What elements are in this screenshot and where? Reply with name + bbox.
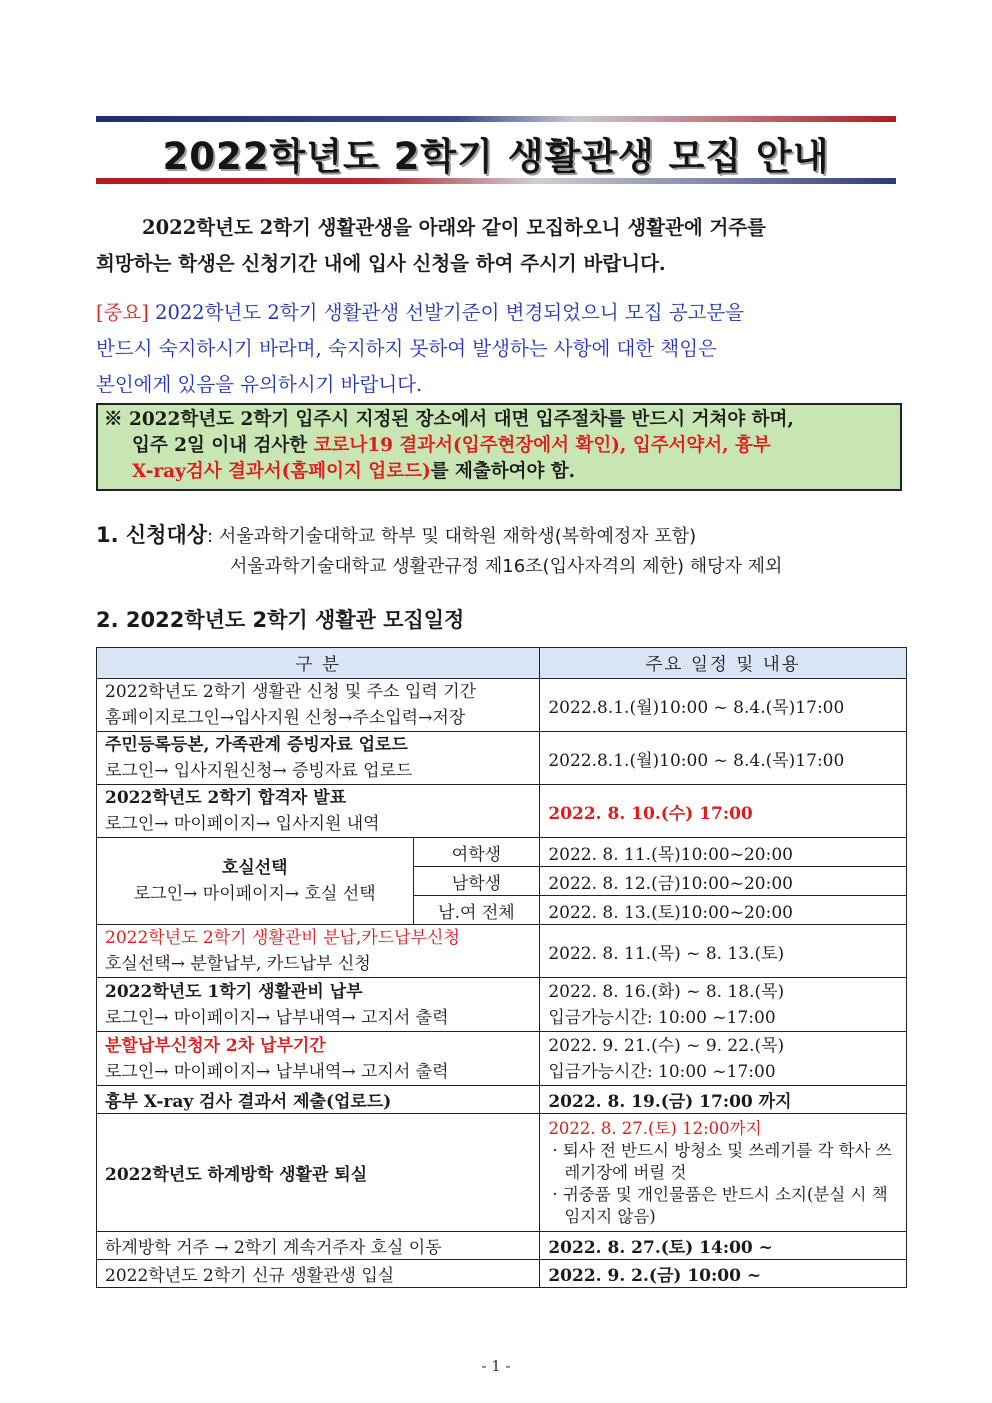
- section1-line-1: : 서울과학기술대학교 학부 및 대학원 재학생(복학예정자 포함): [207, 526, 697, 547]
- row-value: [540, 1032, 907, 1086]
- row-value: 2022. 8. 27.(토) 14:00 ~: [540, 1232, 907, 1260]
- row-value-line: 2022. 8. 27.(토) 12:00까지: [548, 1118, 762, 1138]
- page-number: - 1 -: [481, 1357, 511, 1375]
- box-line-2-text: 입주 2일 이내 검사한: [132, 435, 314, 456]
- table-header-row: [97, 648, 907, 679]
- title-top-bar: [96, 116, 896, 122]
- row-value: [540, 978, 907, 1032]
- row-subcategory: 남학생: [413, 867, 540, 896]
- box-line-2: [104, 433, 894, 459]
- row-value: 2022. 8. 11.(목) ~ 8. 13.(토): [540, 925, 907, 978]
- notice-tag: [중요]: [96, 301, 149, 324]
- row-title: 2022학년도 2학기 생활관 신청 및 주소 입력 기간: [105, 682, 477, 702]
- section-eligibility: [96, 520, 906, 582]
- important-notice: [96, 295, 900, 403]
- row-title: 2022학년도 2학기 합격자 발표: [105, 788, 347, 808]
- row-value: 2022. 8. 10.(수) 17:00: [540, 785, 907, 838]
- section1-heading: 1. 신청대상: [96, 523, 208, 547]
- intro-line-2: 희망하는 학생은 신청기간 내에 입사 신청을 하여 주시기 바랍니다.: [96, 252, 666, 275]
- row-label: 하계방학 거주 → 2학기 계속거주자 호실 이동: [97, 1232, 540, 1260]
- row-sub: 로그인→ 입사지원신청→ 증빙자료 업로드: [105, 761, 413, 781]
- row-value: 2022. 8. 12.(금)10:00~20:00: [540, 867, 907, 896]
- title-banner: [96, 116, 896, 184]
- notice-text-1: 2022학년도 2학기 생활관생 선발기준이 변경되었으니 모집 공고문을: [148, 301, 745, 324]
- row-value-line: · 귀중품 및 개인물품은 반드시 소지(분실 시 책임지지 않음): [552, 1184, 888, 1226]
- row-title: 2022학년도 1학기 생활관비 납부: [105, 981, 363, 1002]
- row-value-line: 입금가능시간: 10:00 ~17:00: [548, 1061, 776, 1082]
- row-label: [97, 978, 540, 1032]
- row-value: 2022. 9. 2.(금) 10:00 ~: [540, 1260, 907, 1288]
- row-sub: 로그인→ 마이페이지→ 입사지원 내역: [105, 814, 380, 834]
- box-line-3-red: X-ray검사 결과서(홈페이지 업로드): [132, 461, 431, 482]
- table-row: [97, 838, 907, 867]
- row-value-line: 2022. 8. 16.(화) ~ 8. 18.(목): [548, 981, 785, 1002]
- row-sub: 로그인→ 마이페이지→ 납부내역→ 고지서 출력: [105, 1007, 449, 1028]
- table-row: [97, 1232, 907, 1260]
- box-line-3: [104, 459, 894, 485]
- box-line-1: ※ 2022학년도 2학기 입주시 지정된 장소에서 대면 입주절차를 반드시 거쳐야 하며,: [104, 409, 794, 430]
- table-row: [97, 1260, 907, 1288]
- row-title: 호실선택: [221, 858, 288, 878]
- row-title: 주민등록등본, 가족관계 증빙자료 업로드: [105, 735, 408, 755]
- row-sub: 로그인→ 마이페이지→ 호실 선택: [133, 884, 376, 904]
- row-value-line: 2022. 9. 21.(수) ~ 9. 22.(목): [548, 1035, 785, 1056]
- row-value: 2022.8.1.(월)10:00 ~ 8.4.(목)17:00: [540, 679, 907, 732]
- table-row: [97, 679, 907, 732]
- row-subcategory: 여학생: [413, 838, 540, 867]
- row-value: 2022. 8. 13.(토)10:00~20:00: [540, 896, 907, 925]
- row-label: 2022학년도 하계방학 생활관 퇴실: [97, 1114, 540, 1232]
- intro-paragraph: [96, 210, 900, 282]
- row-label: 흉부 X-ray 검사 결과서 제출(업로드): [97, 1086, 540, 1114]
- row-sub: 호실선택→ 분할납부, 카드납부 신청: [105, 954, 371, 974]
- row-label: [97, 1032, 540, 1086]
- row-subcategory: 남.여 전체: [413, 896, 540, 925]
- section2-heading: 2. 2022학년도 2학기 생활관 모집일정: [96, 608, 465, 632]
- table-row: [97, 925, 907, 978]
- notice-text-3: 본인에게 있음을 유의하시기 바랍니다.: [96, 373, 423, 396]
- row-value: [540, 1114, 907, 1232]
- box-line-2-red: 코로나19 결과서(입주현장에서 확인), 입주서약서, 흉부: [313, 435, 771, 456]
- row-sub-b: 로그인→입사지원 신청→주소입력→저장: [170, 708, 466, 728]
- row-title: 분할납부신청자 2차 납부기간: [105, 1035, 326, 1056]
- table-row: [97, 785, 907, 838]
- row-label: [97, 925, 540, 978]
- table-row: [97, 1032, 907, 1086]
- table-row: [97, 732, 907, 785]
- row-value: 2022.8.1.(월)10:00 ~ 8.4.(목)17:00: [540, 732, 907, 785]
- row-sub: [105, 705, 531, 731]
- table-row: [97, 1086, 907, 1114]
- header-category: 구 분: [97, 648, 540, 679]
- row-value-line: 입금가능시간: 10:00 ~17:00: [548, 1007, 776, 1028]
- notice-text-2: 반드시 숙지하시기 바라며, 숙지하지 못하여 발생하는 사항에 대한 책임은: [96, 337, 717, 360]
- row-title: 2022학년도 2학기 생활관비 분납,카드납부신청: [105, 928, 460, 948]
- row-sub-a: 홈페이지: [105, 708, 171, 728]
- intro-line-1: 2022학년도 2학기 생활관생을 아래와 같이 모집하오니 생활관에 거주를: [142, 216, 766, 239]
- row-label: 2022학년도 2학기 신규 생활관생 입실: [97, 1260, 540, 1288]
- row-label: [97, 838, 414, 925]
- title-bottom-bar: [96, 178, 896, 184]
- row-label: [97, 732, 540, 785]
- section1-line-2: 서울과학기술대학교 생활관규정 제16조(입사자격의 제한) 해당자 제외: [230, 556, 783, 577]
- header-schedule: 주요 일정 및 내용: [540, 648, 907, 679]
- row-label: [97, 679, 540, 732]
- box-line-3-text: 를 제출하여야 함.: [430, 461, 576, 482]
- row-sub: 로그인→ 마이페이지→ 납부내역→ 고지서 출력: [105, 1061, 449, 1082]
- page-title: 2022학년도 2학기 생활관생 모집 안내: [162, 135, 830, 178]
- table-row: [97, 1114, 907, 1232]
- row-value: 2022. 8. 19.(금) 17:00 까지: [540, 1086, 907, 1114]
- schedule-table: [96, 647, 907, 1288]
- row-label: [97, 785, 540, 838]
- row-value-line: · 퇴사 전 반드시 방청소 및 쓰레기를 각 학사 쓰레기장에 버릴 것: [552, 1140, 892, 1182]
- table-row: [97, 978, 907, 1032]
- move-in-requirements-box: [96, 403, 902, 491]
- row-value: 2022. 8. 11.(목)10:00~20:00: [540, 838, 907, 867]
